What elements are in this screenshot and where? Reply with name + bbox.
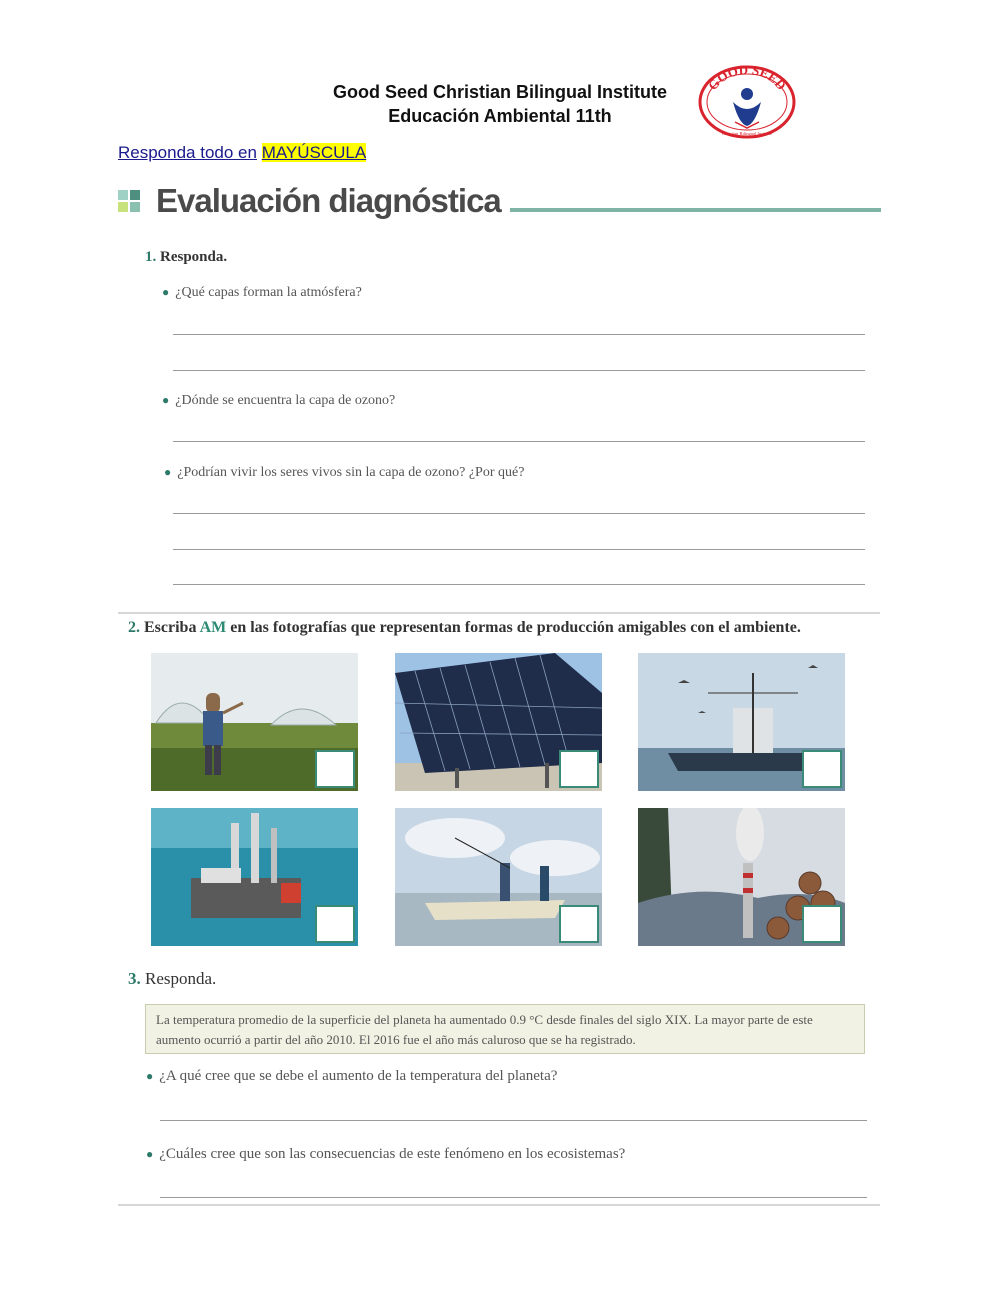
q3-question-2: ● ¿Cuáles cree que son las consecuencias de este fenómeno en los ecosistemas? [146, 1146, 626, 1162]
answer-box[interactable] [315, 905, 355, 943]
answer-box[interactable] [559, 750, 599, 788]
fishermen-boat-photo [395, 808, 602, 946]
q1-question-3: ● ¿Podrían vivir los seres vivos sin la capa de ozono? ¿Por qué? [164, 465, 525, 480]
section-title [118, 182, 883, 222]
q1-question-1: ● ¿Qué capas forman la atmósfera? [162, 285, 362, 300]
answer-line[interactable] [173, 584, 865, 585]
answer-line[interactable] [173, 513, 865, 514]
instruction: Responda todo en MAYÚSCULA [118, 143, 367, 162]
q1-heading: 1. Responda. [145, 249, 228, 265]
fishing-boat-photo [638, 653, 845, 791]
squares-icon-part [118, 202, 128, 212]
answer-line[interactable] [160, 1197, 867, 1198]
q3-heading: 3. Responda. [128, 969, 217, 988]
section-title-text: Evaluación diagnóstica [156, 182, 501, 219]
answer-line[interactable] [173, 441, 865, 442]
svg-text:Christian Bilingual Institute: Christian Bilingual Institute [721, 131, 773, 136]
solar-panels-photo [395, 653, 602, 791]
answer-box[interactable] [315, 750, 355, 788]
course-name: Educación Ambiental 11th [388, 106, 612, 126]
school-name: Good Seed Christian Bilingual Institute [332, 82, 668, 102]
farmer-greenhouse-photo [151, 653, 358, 791]
uppercase-highlight: MAYÚSCULA [261, 143, 367, 162]
answer-box[interactable] [559, 905, 599, 943]
title-underline [510, 208, 881, 212]
answer-line[interactable] [173, 334, 865, 335]
oil-rig-photo [151, 808, 358, 946]
squares-icon-part [130, 202, 140, 212]
smokestack-logs-photo [638, 808, 845, 946]
good-seed-logo [697, 64, 797, 140]
info-box: La temperatura promedio de la superficie del planeta ha aumentado 0.9 °C desde finales del siglo XIX. La mayor parte de este aumento ocurrió a partir del año 2010. El 2016 fue el año más caluroso que se ha registrado. [145, 1004, 865, 1054]
answer-line[interactable] [160, 1120, 867, 1121]
svg-text:GOOD SEED: GOOD SEED [704, 64, 790, 93]
answer-line[interactable] [173, 370, 865, 371]
squares-icon-part [130, 190, 140, 200]
answer-line[interactable] [173, 549, 865, 550]
answer-box[interactable] [802, 750, 842, 788]
section-divider [118, 612, 880, 614]
answer-box[interactable] [802, 905, 842, 943]
section-divider [118, 1204, 880, 1206]
q2-heading: 2. Escriba AM en las fotografías que representan formas de producción amigables con el ambiente. [128, 619, 801, 636]
q1-question-2: ● ¿Dónde se encuentra la capa de ozono? [162, 393, 396, 408]
q3-question-1: ● ¿A qué cree que se debe el aumento de la temperatura del planeta? [146, 1068, 558, 1084]
squares-icon [118, 190, 128, 200]
